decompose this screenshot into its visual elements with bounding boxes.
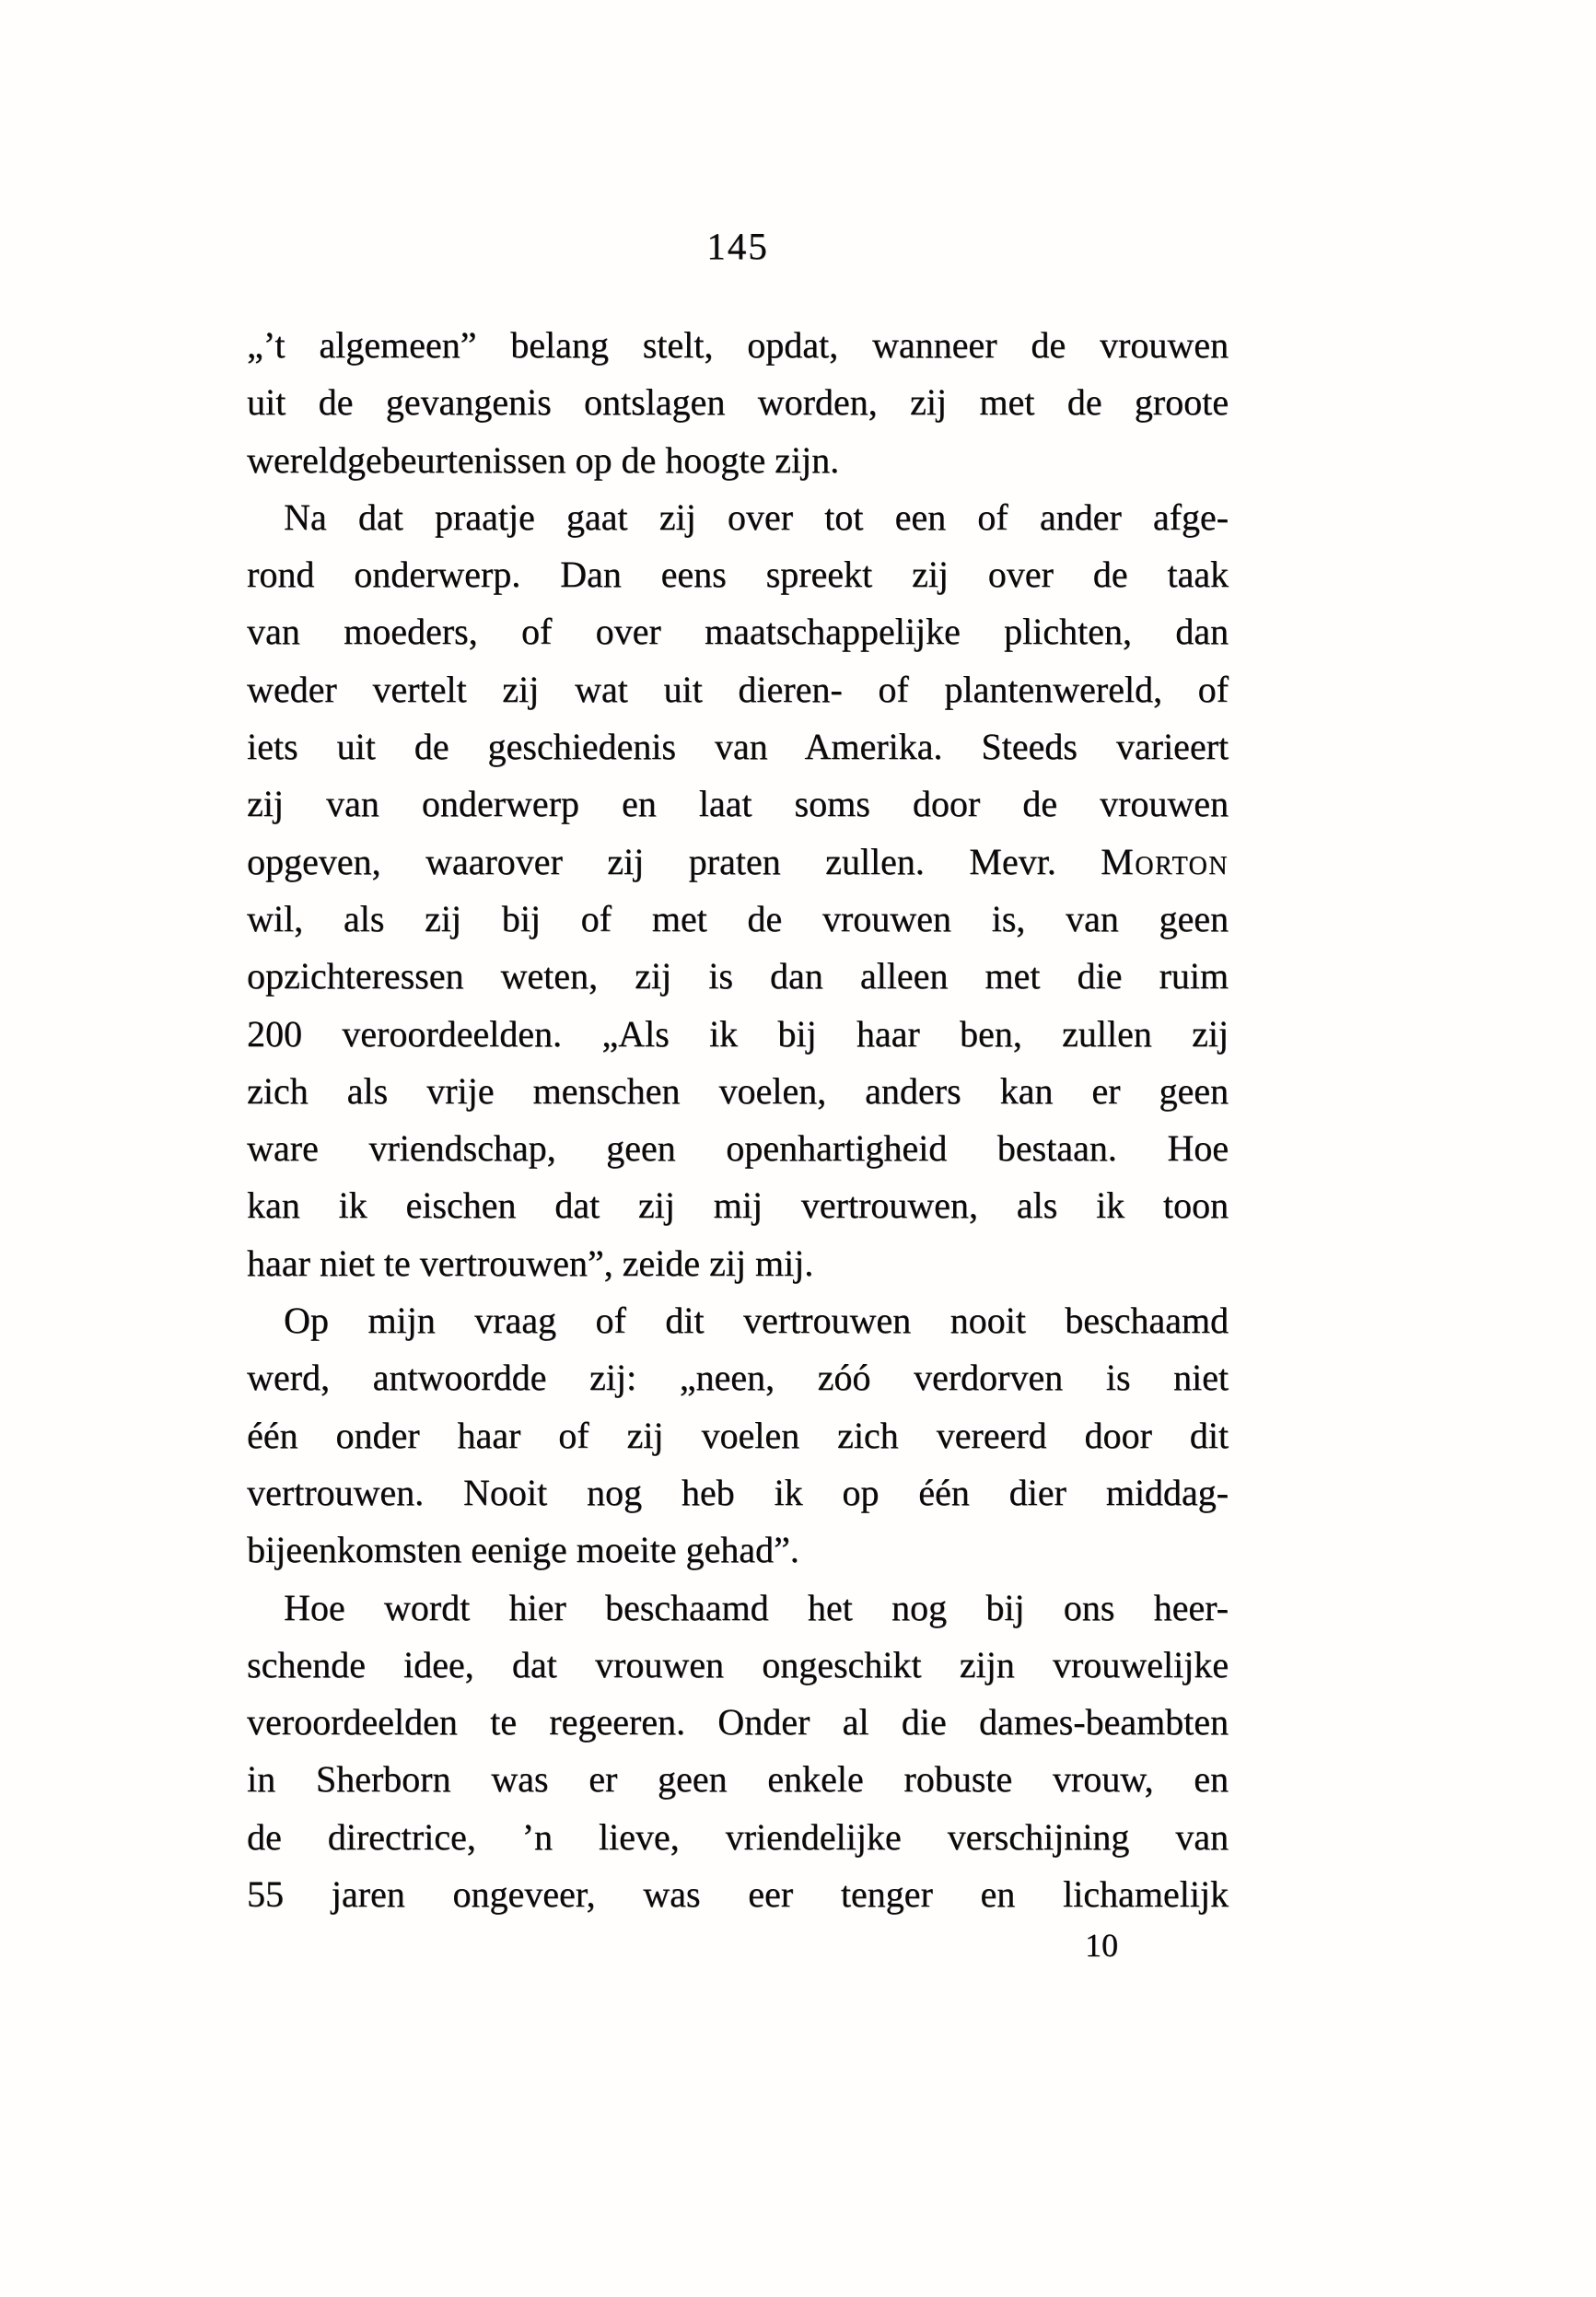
text-segment: rond onderwerp. Dan eens spreekt zij over de taak (247, 554, 1229, 596)
text-line (247, 1694, 1229, 1751)
text-segment: wil, als zij bij of met de vrouwen is, van geen (247, 897, 1229, 939)
text-segment: opgeven, waarover zij praten zullen. Mevr. (247, 840, 1101, 882)
paragraph (247, 489, 1229, 1292)
text-segment: „’t algemeen” belang stelt, opdat, wanneer de vrouwen (247, 324, 1229, 366)
text-segment: bijeenkomsten eenige moeite gehad”. (247, 1529, 799, 1571)
text-line (247, 603, 1229, 660)
text-segment: schende idee, dat vrouwen ongeschikt zijn vrouwelijke (247, 1643, 1229, 1685)
text-segment: wereldgebeurtenissen op de hoogte zijn. (247, 438, 840, 481)
paragraph (247, 1292, 1229, 1579)
text-segment: de directrice, ’n lieve, vriendelijke verschijning van (247, 1815, 1229, 1858)
text-segment: Op mijn vraag of dit vertrouwen nooit beschaamd (284, 1300, 1229, 1342)
text-line (247, 1637, 1229, 1694)
text-segment: haar niet te vertrouwen”, zeide zij mij. (247, 1242, 814, 1284)
text-line (247, 1580, 1229, 1637)
paragraph (247, 317, 1229, 489)
text-segment: in Sherborn was er geen enkele robuste vrouw, en (247, 1758, 1229, 1801)
text-segment: 55 jaren ongeveer, was eer tenger en lichamelijk (247, 1873, 1229, 1916)
text-segment: kan ik eischen dat zij mij vertrouwen, als ik toon (247, 1184, 1229, 1227)
text-line (247, 775, 1229, 833)
text-line (247, 317, 1229, 374)
text-line (247, 374, 1229, 431)
text-line (247, 1407, 1229, 1464)
text-line (247, 1120, 1229, 1177)
text-segment: vertrouwen. Nooit nog heb ik op één dier middag- (247, 1471, 1229, 1513)
text-segment: veroordeelden te regeeren. Onder al die dames-beambten (247, 1701, 1229, 1743)
text-line (247, 1177, 1229, 1234)
text-line (247, 834, 1229, 891)
text-line (247, 1522, 1229, 1579)
text-segment: ware vriendschap, geen openhartigheid bestaan. Hoe (247, 1127, 1229, 1170)
text-segment: Hoe wordt hier beschaamd het nog bij ons heer- (284, 1586, 1229, 1628)
text-line (247, 661, 1229, 718)
text-segment: van moeders, of over maatschappelijke plichten, dan (247, 611, 1229, 653)
text-segment: iets uit de geschiedenis van Amerika. Steeds varieert (247, 726, 1229, 768)
text-line (247, 1349, 1229, 1406)
text-segment: Na dat praatje gaat zij over tot een of ander afge- (284, 496, 1229, 538)
text-block (247, 317, 1229, 1923)
text-line (247, 718, 1229, 775)
text-segment: uit de gevangenis ontslagen worden, zij met de groote (247, 381, 1229, 424)
text-line (247, 1464, 1229, 1522)
text-segment: opzichteressen weten, zij is dan alleen met die ruim (247, 955, 1229, 997)
text-segment: weder vertelt zij wat uit dieren- of plantenwereld, of (247, 668, 1229, 710)
text-line (247, 948, 1229, 1005)
text-line (247, 1006, 1229, 1063)
text-line (247, 1235, 1229, 1292)
text-line (247, 1866, 1229, 1923)
text-segment: werd, antwoordde zij: „neen, zóó verdorven is niet (247, 1357, 1229, 1399)
smallcaps-name: Morton (1101, 840, 1229, 882)
signature-mark: 10 (1085, 1927, 1118, 1964)
text-segment: zij van onderwerp en laat soms door de vrouwen (247, 783, 1229, 825)
text-line (247, 891, 1229, 948)
text-line (247, 432, 1229, 489)
text-segment: zich als vrije menschen voelen, anders kan er geen (247, 1069, 1229, 1112)
text-line (247, 546, 1229, 603)
text-line (247, 1809, 1229, 1866)
text-line (247, 1292, 1229, 1349)
text-line (247, 1751, 1229, 1808)
paragraph (247, 1580, 1229, 1924)
text-segment: één onder haar of zij voelen zich vereerd door dit (247, 1414, 1229, 1456)
text-line (247, 489, 1229, 546)
text-segment: 200 veroordeelden. „Als ik bij haar ben, zullen zij (247, 1012, 1229, 1055)
text-line (247, 1063, 1229, 1120)
page-number: 145 (706, 225, 769, 267)
